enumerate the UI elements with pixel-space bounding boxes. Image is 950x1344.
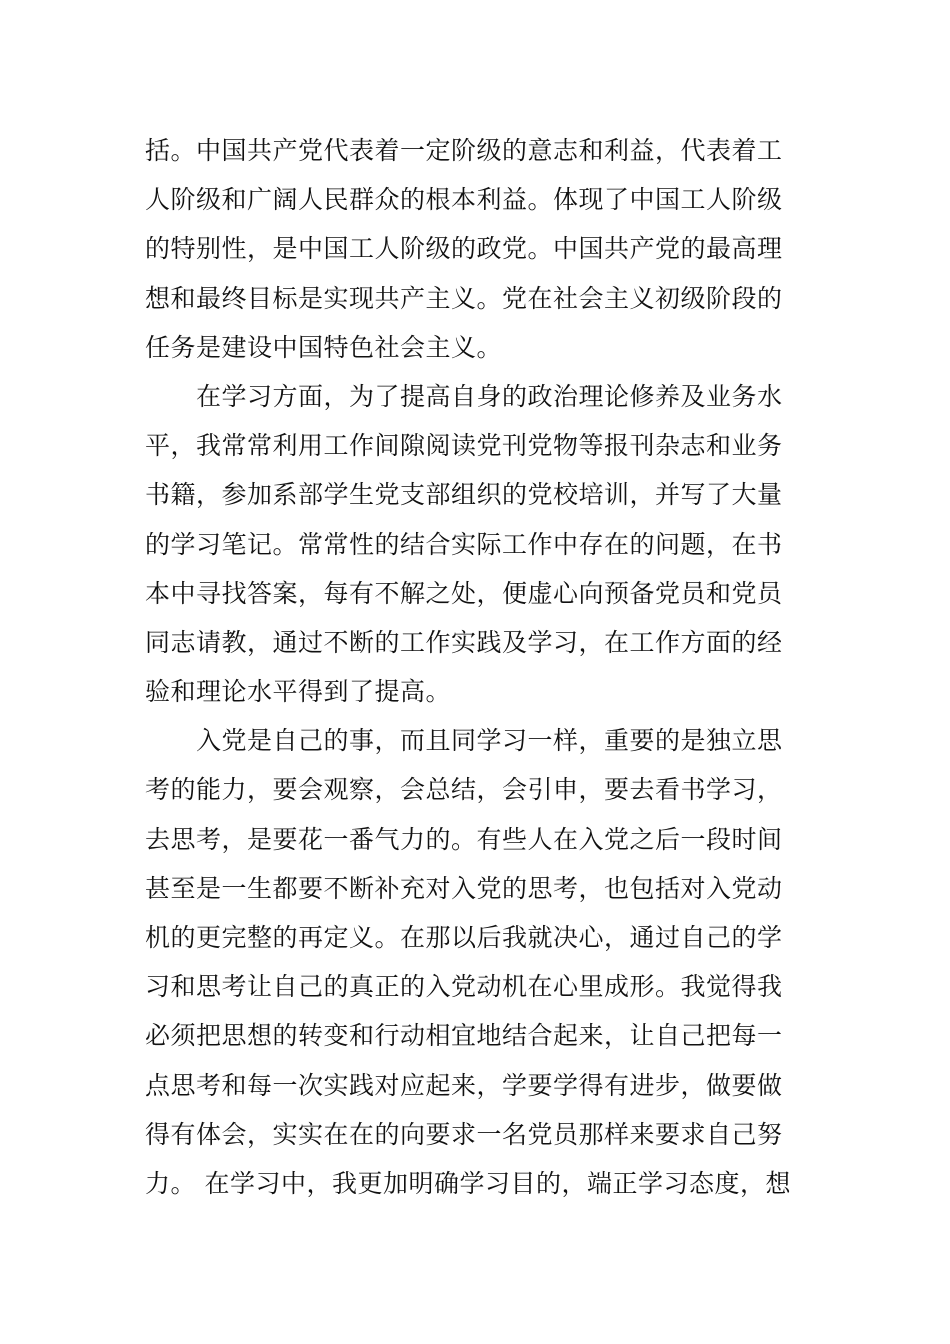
text-line: 机的更完整的再定义。在那以后我就决心，通过自己的学 (145, 923, 783, 952)
text-line: 平，我常常利用工作间隙阅读党刊党物等报刊杂志和业务 (145, 431, 783, 461)
text-line: 考的能力，要会观察，会总结，会引申，要去看书学习， (145, 775, 783, 805)
text-line: 在学习方面，为了提高自身的政治理论修养及业务水 (145, 381, 783, 411)
text-line: 任务是建设中国特色社会主义。 (145, 332, 503, 362)
text-line: 书籍，参加系部学生党支部组织的党校培训，并写了大量 (145, 480, 783, 510)
text-line: 点思考和每一次实践对应起来，学要学得有进步，做要做 (145, 1070, 783, 1100)
text-line: 括。中国共产党代表着一定阶级的意志和利益，代表着工 (145, 136, 783, 165)
text-line: 想和最终目标是实现共产主义。党在社会主义初级阶段的 (145, 283, 783, 313)
text-line: 甚至是一生都要不断补充对入党的思考，也包括对入党动 (145, 873, 783, 903)
text-line: 的学习笔记。常常性的结合实际工作中存在的问题，在书 (145, 529, 783, 559)
text-line: 必须把思想的转变和行动相宜地结合起来，让自己把每一 (145, 1021, 783, 1051)
text-line: 验和理论水平得到了提高。 (145, 677, 452, 707)
text-line: 的特别性，是中国工人阶级的政党。中国共产党的最高理 (145, 234, 783, 264)
text-line: 得有体会，实实在在的向要求一名党员那样来要求自己努 (145, 1119, 783, 1149)
text-line: 习和思考让自己的真正的入党动机在心里成形。我觉得我 (145, 972, 783, 1002)
text-line: 去思考，是要花一番气力的。有些人在入党之后一段时间 (145, 824, 783, 854)
text-line: 入党是自己的事，而且同学习一样，重要的是独立思 (145, 726, 783, 756)
text-line: 本中寻找答案，每有不解之处，便虚心向预备党员和党员 (145, 578, 783, 608)
text-line: 同志请教，通过不断的工作实践及学习，在工作方面的经 (145, 627, 783, 657)
text-line: 力。 在学习中，我更加明确学习目的，端正学习态度，想 (145, 1168, 791, 1198)
text-line: 人阶级和广阔人民群众的根本利益。体现了中国工人阶级 (145, 185, 783, 215)
body-text (145, 126, 807, 1208)
